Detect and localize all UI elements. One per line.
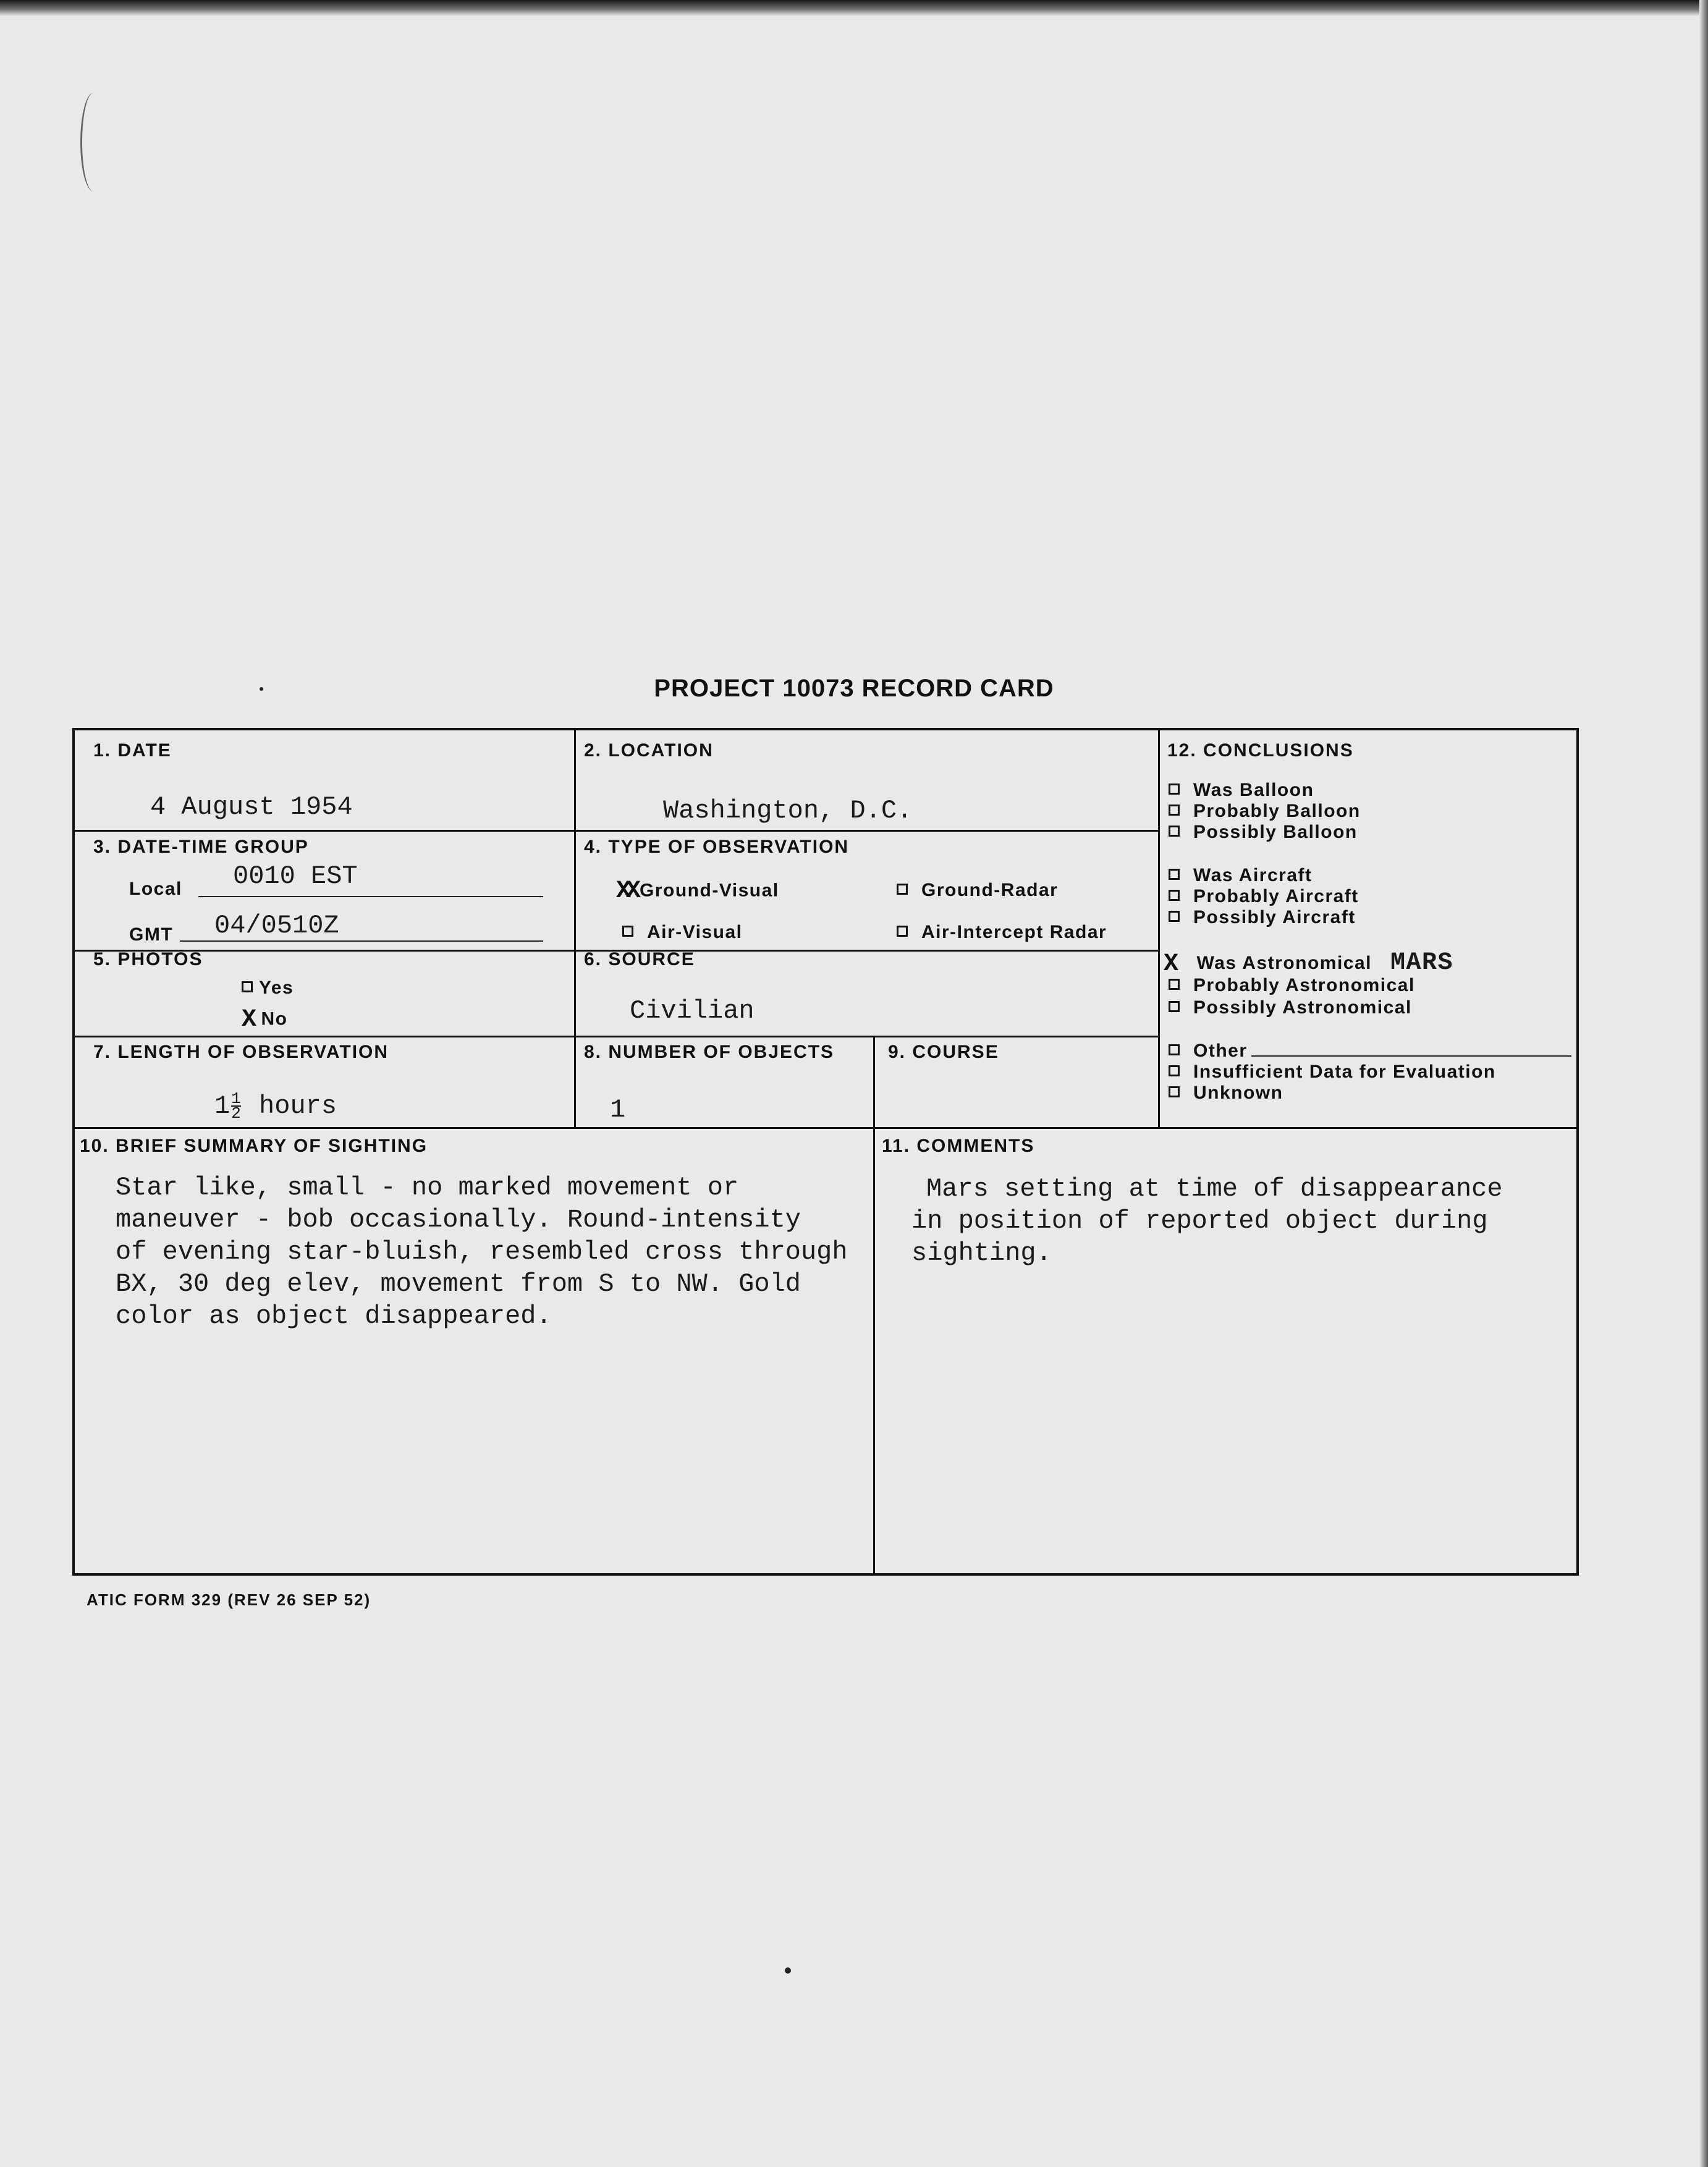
- checkbox-icon: [1169, 1001, 1180, 1012]
- scan-speck: [260, 687, 263, 691]
- check-mark-icon: XX: [616, 877, 636, 905]
- summary-line: Star like, small - no marked movement or: [116, 1173, 739, 1202]
- comments-label: 11. COMMENTS: [882, 1136, 1035, 1156]
- option-probably-aircraft[interactable]: Probably Aircraft: [1169, 886, 1359, 907]
- checkbox-icon: [1169, 890, 1180, 901]
- checkbox-icon: [1169, 869, 1180, 880]
- summary-line: maneuver - bob occasionally. Round-intensity: [116, 1205, 801, 1235]
- location-value: Washington, D.C.: [663, 796, 913, 826]
- option-was-aircraft[interactable]: Was Aircraft: [1169, 865, 1313, 886]
- number-of-objects-value: 1: [610, 1095, 626, 1125]
- option-possibly-balloon[interactable]: Possibly Balloon: [1169, 822, 1358, 843]
- divider-col-c: [1158, 730, 1160, 1127]
- option-possibly-aircraft[interactable]: Possibly Aircraft: [1169, 907, 1356, 928]
- card-title: PROJECT 10073 RECORD CARD: [654, 675, 1054, 702]
- summary-line: BX, 30 deg elev, movement from S to NW. Gold: [116, 1269, 801, 1299]
- course-label: 9. COURSE: [888, 1042, 999, 1062]
- gmt-label: GMT: [129, 924, 174, 945]
- checkbox-icon: [1169, 784, 1180, 795]
- checkbox-icon: [897, 926, 908, 937]
- checkbox-icon: [1169, 826, 1180, 837]
- checkbox-icon: [622, 926, 633, 937]
- checkbox-icon: [897, 884, 908, 895]
- option-other[interactable]: Other: [1169, 1041, 1248, 1062]
- check-mark-icon: X: [242, 1006, 258, 1034]
- date-label: 1. DATE: [93, 740, 172, 761]
- scan-edge-right: [1699, 0, 1708, 2167]
- comments-line: Mars setting at time of disappearance: [926, 1174, 1503, 1204]
- option-photos-yes[interactable]: Yes: [242, 978, 294, 999]
- divider-row3: [75, 1036, 1158, 1037]
- divider-col-b: [873, 1036, 875, 1573]
- checkbox-icon: [1169, 911, 1180, 922]
- observation-type-label: 4. TYPE OF OBSERVATION: [584, 837, 850, 857]
- record-card: [72, 728, 1579, 1576]
- summary-line: of evening star-bluish, resembled cross through: [116, 1237, 848, 1267]
- brief-summary-label: 10. BRIEF SUMMARY OF SIGHTING: [80, 1136, 428, 1156]
- brief-summary-text: [116, 1172, 848, 1332]
- option-insufficient-data[interactable]: Insufficient Data for Evaluation: [1169, 1062, 1496, 1083]
- option-possibly-astronomical[interactable]: Possibly Astronomical: [1169, 997, 1412, 1018]
- length-value: 1 $\frac{1}{2}$ hours: [214, 1089, 337, 1123]
- comments-text: [911, 1173, 1503, 1269]
- option-unknown[interactable]: Unknown: [1169, 1083, 1283, 1104]
- local-label: Local: [129, 879, 182, 899]
- option-probably-astronomical[interactable]: Probably Astronomical: [1169, 975, 1415, 996]
- other-underline: [1251, 1055, 1571, 1057]
- option-air-visual[interactable]: Air-Visual: [622, 922, 743, 943]
- divider-row1: [75, 830, 1158, 832]
- option-air-intercept-radar[interactable]: Air-Intercept Radar: [897, 922, 1107, 943]
- checkbox-icon: [1169, 805, 1180, 816]
- comments-line: in position of reported object during: [911, 1206, 1488, 1236]
- form-number: ATIC FORM 329 (REV 26 SEP 52): [87, 1590, 371, 1609]
- checkbox-icon: [1169, 1086, 1180, 1097]
- checkbox-icon: [1169, 979, 1180, 990]
- scan-scratch-mark: [80, 93, 107, 192]
- summary-line: color as object disappeared.: [116, 1301, 552, 1331]
- local-underline: [198, 896, 543, 897]
- check-mark-icon: X: [1164, 950, 1180, 978]
- option-probably-balloon[interactable]: Probably Balloon: [1169, 801, 1361, 822]
- divider-col-a: [574, 730, 576, 1127]
- checkbox-icon: [1169, 1044, 1180, 1055]
- divider-row4: [75, 1127, 1576, 1129]
- option-photos-no[interactable]: X No: [242, 1006, 288, 1034]
- option-was-balloon[interactable]: Was Balloon: [1169, 780, 1314, 801]
- gmt-underline: [180, 940, 543, 942]
- astronomical-note: MARS: [1390, 949, 1454, 977]
- source-value: Civilian: [630, 996, 755, 1026]
- source-label: 6. SOURCE: [584, 949, 695, 969]
- photos-label: 5. PHOTOS: [93, 949, 203, 969]
- scan-speck: [785, 1967, 791, 1974]
- option-ground-radar[interactable]: Ground-Radar: [897, 880, 1058, 901]
- length-label: 7. LENGTH OF OBSERVATION: [93, 1042, 389, 1062]
- option-was-astronomical[interactable]: X Was Astronomical MARS: [1164, 949, 1454, 978]
- checkbox-icon: [1169, 1065, 1180, 1076]
- date-time-group-label: 3. DATE-TIME GROUP: [93, 837, 309, 857]
- scan-edge-top: [0, 0, 1708, 16]
- option-ground-visual[interactable]: XX Ground-Visual: [616, 877, 779, 905]
- checkbox-icon: [242, 981, 253, 992]
- conclusions-label: 12. CONCLUSIONS: [1167, 740, 1354, 761]
- comments-line: sighting.: [911, 1238, 1052, 1268]
- location-label: 2. LOCATION: [584, 740, 714, 761]
- gmt-value: 04/0510Z: [214, 911, 339, 940]
- date-value: 4 August 1954: [150, 792, 353, 822]
- local-value: 0010 EST: [233, 861, 358, 891]
- number-of-objects-label: 8. NUMBER OF OBJECTS: [584, 1042, 835, 1062]
